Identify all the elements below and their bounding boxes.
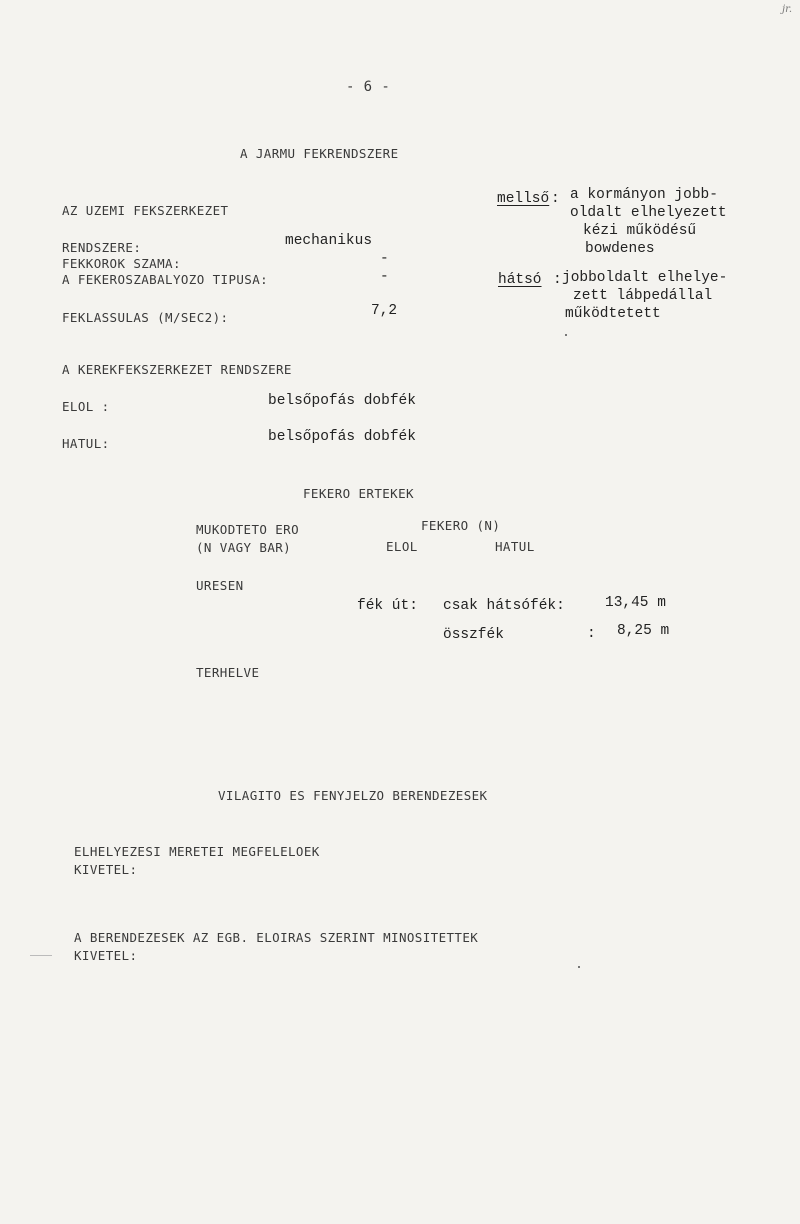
loaded-label: TERHELVE	[196, 665, 260, 680]
wheel-brake-heading: A KEREKFEKSZERKEZET RENDSZERE	[62, 362, 292, 377]
corner-mark: jr.	[782, 4, 792, 15]
total-brake-separator: :	[587, 626, 596, 642]
lighting-heading: VILAGITO ES FENYJELZO BERENDEZESEK	[218, 788, 488, 803]
service-brake-heading: AZ UZEMI FEKSZERKEZET	[62, 203, 229, 218]
front-actuation-line-3: kézi működésű	[583, 223, 697, 239]
front-actuation-line-1: a kormányon jobb-	[570, 187, 718, 203]
rear-brake-label: HATUL:	[62, 436, 110, 451]
front-brake-label: ELOL :	[62, 399, 110, 414]
front-actuation-line-2: oldalt elhelyezett	[570, 205, 727, 221]
dimensions-line: ELHELYEZESI MERETEI MEGFELELOEK	[74, 844, 320, 859]
actuating-force-label: MUKODTETO ERO	[196, 522, 300, 537]
total-brake-label: összfék	[443, 627, 504, 643]
deceleration-label: FEKLASSULAS (M/SEC2):	[62, 310, 229, 325]
rear-actuation-line-3: működtetett	[565, 306, 661, 322]
braking-force-front: ELOL	[386, 539, 418, 554]
page-number: - 6 -	[346, 79, 391, 95]
system-label: RENDSZERE:	[62, 240, 142, 255]
system-value: mechanikus	[285, 233, 373, 249]
braking-force-label: FEKERO (N)	[421, 518, 501, 533]
rear-only-label: csak hátsófék:	[443, 598, 565, 614]
front-actuation-colon: :	[551, 191, 560, 207]
dimensions-exception: KIVETEL:	[74, 862, 138, 877]
deceleration-value: 7,2	[371, 303, 398, 319]
section-title: A JARMU FEKRENDSZERE	[240, 146, 399, 161]
qualification-exception: KIVETEL:	[74, 948, 138, 963]
rear-actuation-label: hátsó	[498, 272, 542, 288]
front-actuation-line-4: bowdenes	[585, 241, 655, 257]
speck	[578, 966, 580, 968]
regulator-value: -	[380, 269, 389, 285]
empty-label: URESEN	[196, 578, 244, 593]
rear-only-value: 13,45 m	[605, 595, 666, 611]
rear-actuation-line-1: jobboldalt elhelye-	[562, 270, 728, 286]
speck	[565, 334, 567, 336]
speck	[30, 955, 52, 956]
braking-force-rear: HATUL	[495, 539, 535, 554]
qualification-line: A BERENDEZESEK AZ EGB. ELOIRAS SZERINT MINOSITETTEK	[74, 930, 479, 945]
rear-actuation-line-2: zett lábpedállal	[573, 288, 713, 304]
circuits-label: FEKKOROK SZAMA:	[62, 256, 181, 271]
actuating-force-unit: (N VAGY BAR)	[196, 540, 292, 555]
front-actuation-label: mellső	[497, 191, 550, 207]
circuits-value: -	[380, 251, 389, 267]
rear-actuation-colon: :	[553, 272, 562, 288]
braking-distance-label: fék út:	[357, 598, 418, 614]
rear-brake-value: belsőpofás dobfék	[268, 429, 416, 445]
total-brake-value: 8,25 m	[617, 623, 670, 639]
brake-values-heading: FEKERO ERTEKEK	[303, 486, 414, 501]
regulator-label: A FEKEROSZABALYOZO TIPUSA:	[62, 272, 269, 287]
front-brake-value: belsőpofás dobfék	[268, 393, 416, 409]
